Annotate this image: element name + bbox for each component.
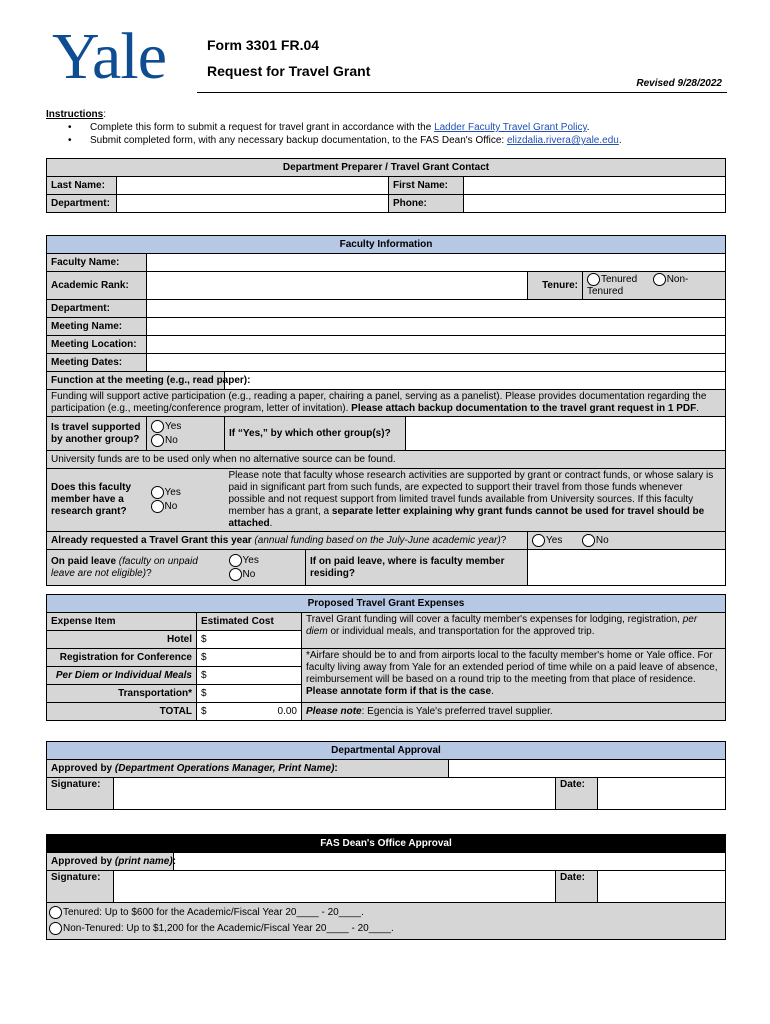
meeting-location-field[interactable] — [147, 336, 726, 354]
dept-date-label: Date: — [556, 778, 598, 810]
fas-signature-field[interactable] — [114, 871, 556, 903]
expense-row-label: Transportation* — [47, 685, 197, 703]
phone-label: Phone: — [389, 195, 464, 213]
dept-signature-label: Signature: — [47, 778, 114, 810]
supported-options — [147, 417, 225, 451]
policy-link[interactable]: Ladder Faculty Travel Grant Policy — [434, 122, 587, 133]
fas-non-tenured-radio[interactable] — [49, 922, 62, 935]
leave-no-label: No — [242, 568, 256, 580]
expense-row-cost[interactable]: $ — [197, 631, 302, 649]
faculty-name-field[interactable] — [147, 254, 726, 272]
dept-signature-field[interactable] — [114, 778, 556, 810]
supported-yes-label: Yes — [165, 420, 182, 432]
form-title: Request for Travel Grant — [207, 63, 371, 79]
fas-approval-title: FAS Dean's Office Approval — [47, 835, 726, 853]
instructions-label: Instructions — [46, 109, 104, 120]
expenses-title: Proposed Travel Grant Expenses — [47, 595, 726, 613]
expenses-note-airfare: *Airfare should be to and from airports local to the faculty member's home or Yale office. For faculty living away from Yale for an extended period of time while on a paid leave of absence, reimbursement will be based on a round trip to the meeting from that place of residence. Please annotate form if that is the case. — [302, 649, 726, 703]
expenses-table — [46, 594, 726, 721]
dept-approval-title: Departmental Approval — [47, 742, 726, 760]
supported-yes-radio[interactable] — [151, 420, 164, 433]
funding-note: Funding will support active participation (e.g., reading a paper, chairing a panel, serving as a panelist). Please provides documentation regarding the participation (e.g., meeting/conference program, letter of invitation). Please attach backup documentation to the travel grant request in 1 PDF. — [47, 390, 726, 417]
first-name-label: First Name: — [389, 177, 464, 195]
expense-row — [47, 649, 726, 667]
instructions: Instructions: • Complete this form to submit a request for travel grant in accordance with the Ladder Faculty Travel Grant Policy. • Submit completed form, with any necessary backup documentation, to the FAS Dean's Office: elizdalia.rivera@yale.edu. — [46, 108, 736, 147]
dept-approved-by-label: Approved by (Department Operations Manager, Print Name): — [47, 760, 449, 778]
fas-tenured-option-label: Tenured: Up to $600 for the Academic/Fiscal Year 20____ - 20____. — [63, 907, 364, 918]
expense-row-label: Hotel — [47, 631, 197, 649]
dept-date-field[interactable] — [598, 778, 726, 810]
leave-residing-field[interactable] — [528, 550, 726, 586]
fas-non-tenured-option-label: Non-Tenured: Up to $1,200 for the Academic/Fiscal Year 20____ - 20____. — [63, 923, 394, 934]
meeting-dates-field[interactable] — [147, 354, 726, 372]
fas-grant-options — [47, 903, 726, 940]
meeting-location-label: Meeting Location: — [47, 336, 147, 354]
grant-yes-radio[interactable] — [151, 486, 164, 499]
already-requested-question: Already requested a Travel Grant this year (annual funding based on the July-June academic year)? — [47, 532, 528, 550]
phone-field[interactable] — [464, 195, 726, 213]
which-groups-label: If “Yes,” by which other group(s)? — [225, 417, 406, 451]
header-rule — [197, 92, 727, 93]
expenses-note-coverage: Travel Grant funding will cover a faculty member's expenses for lodging, registration, per diem or individual meals, and transportation for the approved trip. — [302, 613, 726, 649]
total-cost: $ 0.00 — [197, 703, 302, 721]
academic-rank-label: Academic Rank: — [47, 272, 147, 300]
yale-logo: Yale — [52, 20, 166, 93]
fas-date-field[interactable] — [598, 871, 726, 903]
leave-no-radio[interactable] — [229, 568, 242, 581]
grant-no-label: No — [164, 501, 178, 513]
leave-residing-label: If on paid leave, where is faculty member residing? — [306, 550, 528, 586]
fas-approved-by-label: Approved by (print name): — [47, 853, 174, 871]
revised-date: Revised 9/28/2022 — [636, 78, 722, 89]
dept-approved-by-field[interactable] — [449, 760, 726, 778]
faculty-department-label: Department: — [47, 300, 147, 318]
paid-leave-options — [225, 550, 306, 586]
function-label: Function at the meeting (e.g., read paper): — [47, 372, 225, 390]
tenure-label: Tenure: — [528, 272, 583, 300]
preparer-title: Department Preparer / Travel Grant Contact — [47, 159, 726, 177]
grant-note: Please note that faculty whose research activities are supported by grant or contract funds, or whose salary is paid in significant part from such funds, are expected to support their travel from those funds whenever possible and not request support from limited travel funds available from University sources. If this faculty member has a grant, a separate letter explaining why grant funds cannot be used for travel should be attached. — [225, 469, 726, 532]
faculty-title: Faculty Information — [47, 236, 726, 254]
meeting-name-field[interactable] — [147, 318, 726, 336]
grant-question: Does this faculty member have a research grant? — [47, 469, 147, 532]
last-name-label: Last Name: — [47, 177, 117, 195]
fas-approved-by-field[interactable] — [174, 853, 726, 871]
expense-row-cost[interactable]: $ — [197, 685, 302, 703]
already-no-label: No — [595, 535, 609, 547]
tenured-radio[interactable] — [587, 273, 600, 286]
supported-no-label: No — [165, 434, 178, 446]
expense-item-header: Expense Item — [47, 613, 197, 631]
dept-approval-table — [46, 741, 726, 810]
expense-row-cost[interactable]: $ — [197, 667, 302, 685]
email-link[interactable]: elizdalia.rivera@yale.edu — [506, 135, 619, 146]
fas-signature-label: Signature: — [47, 871, 114, 903]
supported-question: Is travel supported by another group? — [47, 417, 147, 451]
already-yes-label: Yes — [546, 535, 563, 547]
faculty-department-field[interactable] — [147, 300, 726, 318]
faculty-table — [46, 235, 726, 586]
first-name-field[interactable] — [464, 177, 726, 195]
grant-yes-label: Yes — [164, 487, 181, 499]
non-tenured-radio[interactable] — [653, 273, 666, 286]
which-groups-field[interactable] — [406, 417, 726, 451]
preparer-table — [46, 158, 726, 213]
fas-approval-table — [46, 834, 726, 940]
already-no-radio[interactable] — [582, 534, 595, 547]
grant-options — [147, 469, 225, 532]
expenses-note-egencia: Please note: Egencia is Yale's preferred travel supplier. — [302, 703, 726, 721]
instruction-item: • Submit completed form, with any necessary backup documentation, to the FAS Dean's Office: elizdalia.rivera@yale.edu. — [46, 134, 736, 147]
tenure-options — [583, 272, 726, 300]
supported-no-radio[interactable] — [151, 434, 164, 447]
estimated-cost-header: Estimated Cost — [197, 613, 302, 631]
meeting-name-label: Meeting Name: — [47, 318, 147, 336]
already-yes-radio[interactable] — [532, 534, 545, 547]
meeting-dates-label: Meeting Dates: — [47, 354, 147, 372]
instruction-item: • Complete this form to submit a request for travel grant in accordance with the Ladder Faculty Travel Grant Policy. — [46, 121, 736, 134]
function-field[interactable] — [225, 372, 726, 390]
non-tenured-option-label: Non-Tenured — [587, 274, 689, 298]
faculty-name-label: Faculty Name: — [47, 254, 147, 272]
expense-row-label: Per Diem or Individual Meals — [47, 667, 197, 685]
total-label: TOTAL — [47, 703, 197, 721]
last-name-field[interactable] — [117, 177, 389, 195]
univ-funds-note: University funds are to be used only when no alternative source can be found. — [47, 451, 726, 469]
tenured-option-label: Tenured — [601, 274, 638, 286]
department-field[interactable] — [117, 195, 389, 213]
expense-row-cost[interactable]: $ — [197, 649, 302, 667]
fas-date-label: Date: — [556, 871, 598, 903]
academic-rank-field[interactable] — [147, 272, 528, 300]
expense-row-label: Registration for Conference — [47, 649, 197, 667]
already-requested-options — [528, 532, 726, 550]
department-label: Department: — [47, 195, 117, 213]
fas-tenured-radio[interactable] — [49, 906, 62, 919]
grant-no-radio[interactable] — [151, 500, 164, 513]
leave-yes-label: Yes — [242, 554, 259, 566]
paid-leave-question: On paid leave (faculty on unpaid leave are not eligible)? — [47, 550, 225, 586]
leave-yes-radio[interactable] — [229, 554, 242, 567]
form-number: Form 3301 FR.04 — [207, 37, 320, 53]
